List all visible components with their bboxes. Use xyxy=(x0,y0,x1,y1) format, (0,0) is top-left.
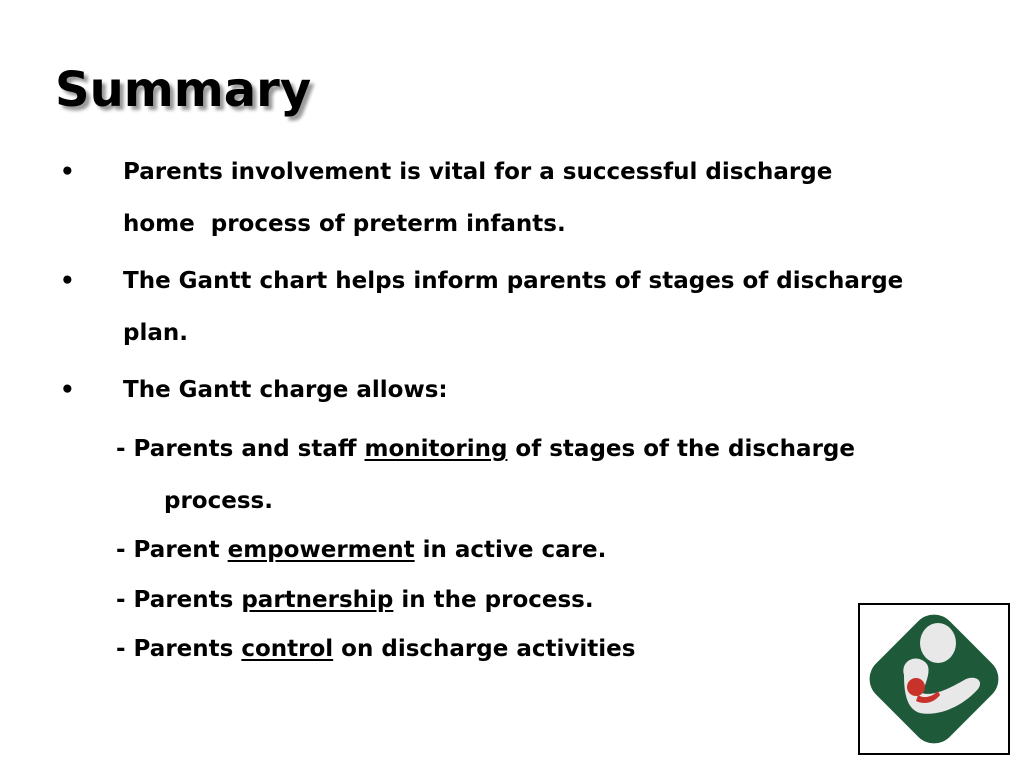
bullet-marker: • xyxy=(60,268,75,294)
bullet-text: Parents involvement is vital for a successful discharge home process of preterm infants. xyxy=(123,159,833,237)
bullet-marker: • xyxy=(60,159,75,185)
logo xyxy=(858,603,1010,755)
sub-item-suffix: in the process. xyxy=(393,587,594,613)
sub-item-suffix: of stages of the discharge xyxy=(507,436,855,462)
sub-item-partnership xyxy=(116,575,946,625)
sub-item-empowerment xyxy=(116,525,946,575)
sub-item-suffix: on discharge activities xyxy=(333,636,636,662)
sub-item-emphasis: empowerment xyxy=(227,537,415,563)
bullet-text: The Gantt chart helps inform parents of stages of discharge plan. xyxy=(123,268,904,346)
sub-item-prefix: - Parent xyxy=(116,537,228,563)
bullet-item xyxy=(60,255,920,359)
sub-item-prefix: - Parents xyxy=(116,636,242,662)
sub-item-prefix: - Parents xyxy=(116,587,242,613)
sub-item-monitoring xyxy=(116,423,946,527)
sub-item-emphasis: partnership xyxy=(241,587,394,613)
bullet-item xyxy=(60,364,920,416)
sub-item-emphasis: control xyxy=(241,636,334,662)
sub-item-prefix: - Parents and staff xyxy=(116,436,365,462)
bullet-marker: • xyxy=(60,377,75,403)
sub-item-suffix: in active care. xyxy=(414,537,607,563)
bullet-item xyxy=(60,146,920,250)
bullet-text: The Gantt charge allows: xyxy=(123,377,448,403)
sub-item-emphasis: monitoring xyxy=(364,436,508,462)
parent-infant-logo-icon xyxy=(860,605,1008,753)
sub-item-control xyxy=(116,624,946,674)
sub-item-continuation: process. xyxy=(164,488,273,514)
slide-title: Summary xyxy=(55,62,312,118)
